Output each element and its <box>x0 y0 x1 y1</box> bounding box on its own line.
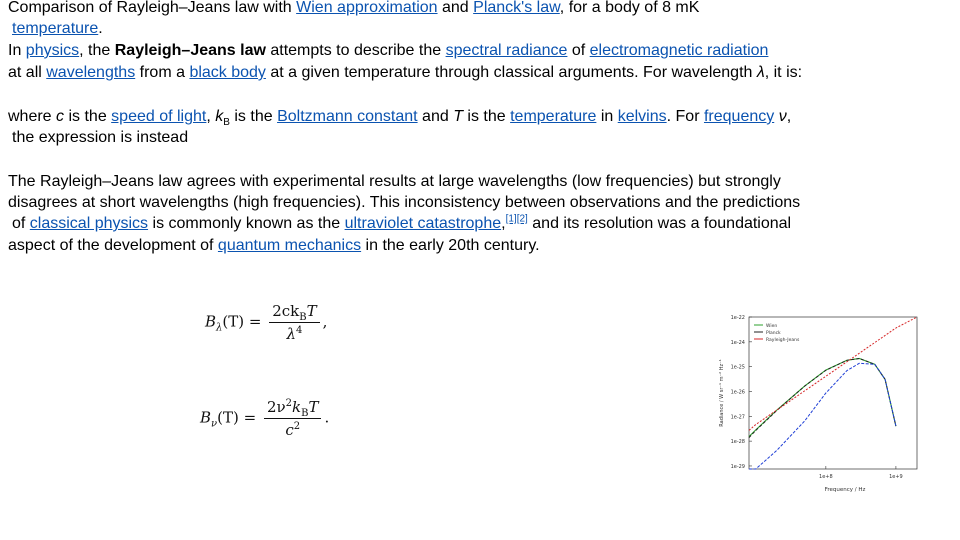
body-text: is the <box>462 108 511 125</box>
formula-symbol: B <box>205 312 217 331</box>
formula-subscript: B <box>301 408 309 419</box>
link-black-body[interactable]: black body <box>189 64 266 81</box>
formula-text: (T) = <box>222 312 262 331</box>
nu-symbol: ν <box>778 108 787 125</box>
body-text: , the <box>79 42 115 59</box>
formula-denominator <box>285 419 300 439</box>
y-tick-label: 1e-24 <box>730 339 745 346</box>
body-text: , <box>206 108 216 125</box>
caption-text: . <box>98 20 103 37</box>
link-classical-physics[interactable]: classical physics <box>29 215 149 232</box>
body-text: is commonly known as the <box>148 215 345 232</box>
formula-text: (T) = <box>217 408 257 427</box>
body-text: in the early 20th century. <box>361 237 540 254</box>
body-text: , it is: <box>764 64 803 81</box>
link-electromagnetic-radiation[interactable]: electromagnetic radiation <box>589 42 769 59</box>
legend-label: Wien <box>766 323 778 329</box>
caption-line-2 <box>12 18 103 39</box>
para2-line-2 <box>12 127 188 148</box>
legend-label: Planck <box>766 330 781 336</box>
c-symbol: c <box>56 108 65 125</box>
caption-text: and <box>437 0 474 16</box>
formula-text: , <box>322 312 328 331</box>
x-tick-label: 1e+8 <box>819 474 833 480</box>
link-physics[interactable]: physics <box>25 42 80 59</box>
body-text: The Rayleigh–Jeans law agrees with experimental results at large wavelengths (low frequencies) but strongly <box>8 173 781 190</box>
formula-numerator <box>264 398 322 419</box>
link-temperature[interactable]: temperature <box>12 20 99 37</box>
kb-subscript: B <box>223 117 230 129</box>
formula-text: λ <box>286 325 296 343</box>
para3-line-4 <box>8 235 540 256</box>
body-text: attempts to describe the <box>265 42 446 59</box>
link-ultraviolet-catastrophe[interactable]: ultraviolet catastrophe <box>344 215 502 232</box>
body-text: In <box>8 42 26 59</box>
formula-subscript: λ <box>216 322 223 334</box>
body-text: and <box>417 108 454 125</box>
formula-superscript: 4 <box>295 325 303 336</box>
kb-symbol: k <box>215 108 224 125</box>
formula-text: 2ν <box>266 398 286 416</box>
body-text: of <box>567 42 590 59</box>
body-text: the expression is instead <box>12 129 189 146</box>
body-text: , <box>786 108 792 125</box>
body-text: . For <box>666 108 704 125</box>
body-text: at all <box>8 64 47 81</box>
caption-text: Comparison of Rayleigh–Jeans law with <box>8 0 297 16</box>
link-frequency[interactable]: frequency <box>703 108 775 125</box>
formula-fraction <box>269 302 319 343</box>
formula-text: 2ck <box>272 302 300 320</box>
body-text: aspect of the development of <box>8 237 218 254</box>
caption-line-1 <box>8 0 699 18</box>
link-quantum-mechanics[interactable]: quantum mechanics <box>217 237 362 254</box>
formula-text: T <box>308 398 319 416</box>
formula-subscript: ν <box>211 418 218 430</box>
formula-superscript: 2 <box>293 421 301 432</box>
caption-text: , for a body of 8 mK <box>559 0 700 16</box>
para1-line-1 <box>8 40 768 61</box>
formula-rayleigh-jeans-frequency <box>200 398 329 439</box>
link-speed-of-light[interactable]: speed of light <box>111 108 207 125</box>
y-tick-label: 1e-28 <box>730 439 745 446</box>
y-tick-label: 1e-26 <box>730 389 745 396</box>
formula-text: c <box>285 421 294 439</box>
y-tick-label: 1e-29 <box>730 463 745 470</box>
formula-symbol: B <box>200 408 212 427</box>
y-tick-label: 1e-27 <box>730 414 745 421</box>
formula-numerator <box>269 302 319 323</box>
para3-line-2 <box>8 192 800 213</box>
bold-term: Rayleigh–Jeans law <box>114 42 266 59</box>
link-temperature-2[interactable]: temperature <box>510 108 597 125</box>
link-plancks-law[interactable]: Planck's law <box>473 0 560 16</box>
para1-line-2 <box>8 62 802 83</box>
reference-2[interactable]: [2] <box>516 213 528 225</box>
body-text: and its resolution was a foundational <box>527 215 792 232</box>
legend-label: Rayleigh-Jeans <box>766 337 800 343</box>
formula-text: k <box>292 398 302 416</box>
formula-text: T <box>306 302 317 320</box>
lambda-symbol: λ <box>756 64 765 81</box>
body-text: of <box>12 215 30 232</box>
body-text: is the <box>229 108 278 125</box>
y-tick-label: 1e-25 <box>730 364 745 371</box>
para3-line-3 <box>12 213 791 234</box>
body-text: from a <box>135 64 190 81</box>
formula-rayleigh-jeans-wavelength <box>205 302 327 343</box>
body-text: disagrees at short wavelengths (high frequencies). This inconsistency between observations and the predictions <box>8 194 801 211</box>
y-tick-label: 1e-22 <box>730 315 745 321</box>
reference-1[interactable]: [1] <box>505 213 517 225</box>
formula-fraction <box>264 398 322 439</box>
t-symbol: T <box>453 108 463 125</box>
formula-denominator <box>286 323 302 343</box>
body-text: , <box>501 215 506 232</box>
link-kelvins[interactable]: kelvins <box>617 108 667 125</box>
body-text: is the <box>64 108 112 125</box>
link-wien-approximation[interactable]: Wien approximation <box>296 0 438 16</box>
body-text: in <box>596 108 618 125</box>
formula-superscript: 2 <box>285 398 292 409</box>
para3-line-1 <box>8 171 781 192</box>
x-axis-label: Frequency / Hz <box>824 487 866 493</box>
y-axis-label: Radiance / W sr⁻¹ m⁻² Hz⁻¹ <box>719 359 725 427</box>
radiance-chart <box>713 307 923 497</box>
formula-subscript: B <box>299 312 307 323</box>
x-tick-label: 1e+9 <box>889 474 903 480</box>
link-spectral-radiance[interactable]: spectral radiance <box>445 42 568 59</box>
body-text: at a given temperature through classical arguments. For wavelength <box>265 64 757 81</box>
para2-line-1 <box>8 106 791 127</box>
body-text: where <box>8 108 57 125</box>
link-wavelengths[interactable]: wavelengths <box>46 64 136 81</box>
link-boltzmann-constant[interactable]: Boltzmann constant <box>277 108 418 125</box>
formula-text: . <box>324 408 330 427</box>
